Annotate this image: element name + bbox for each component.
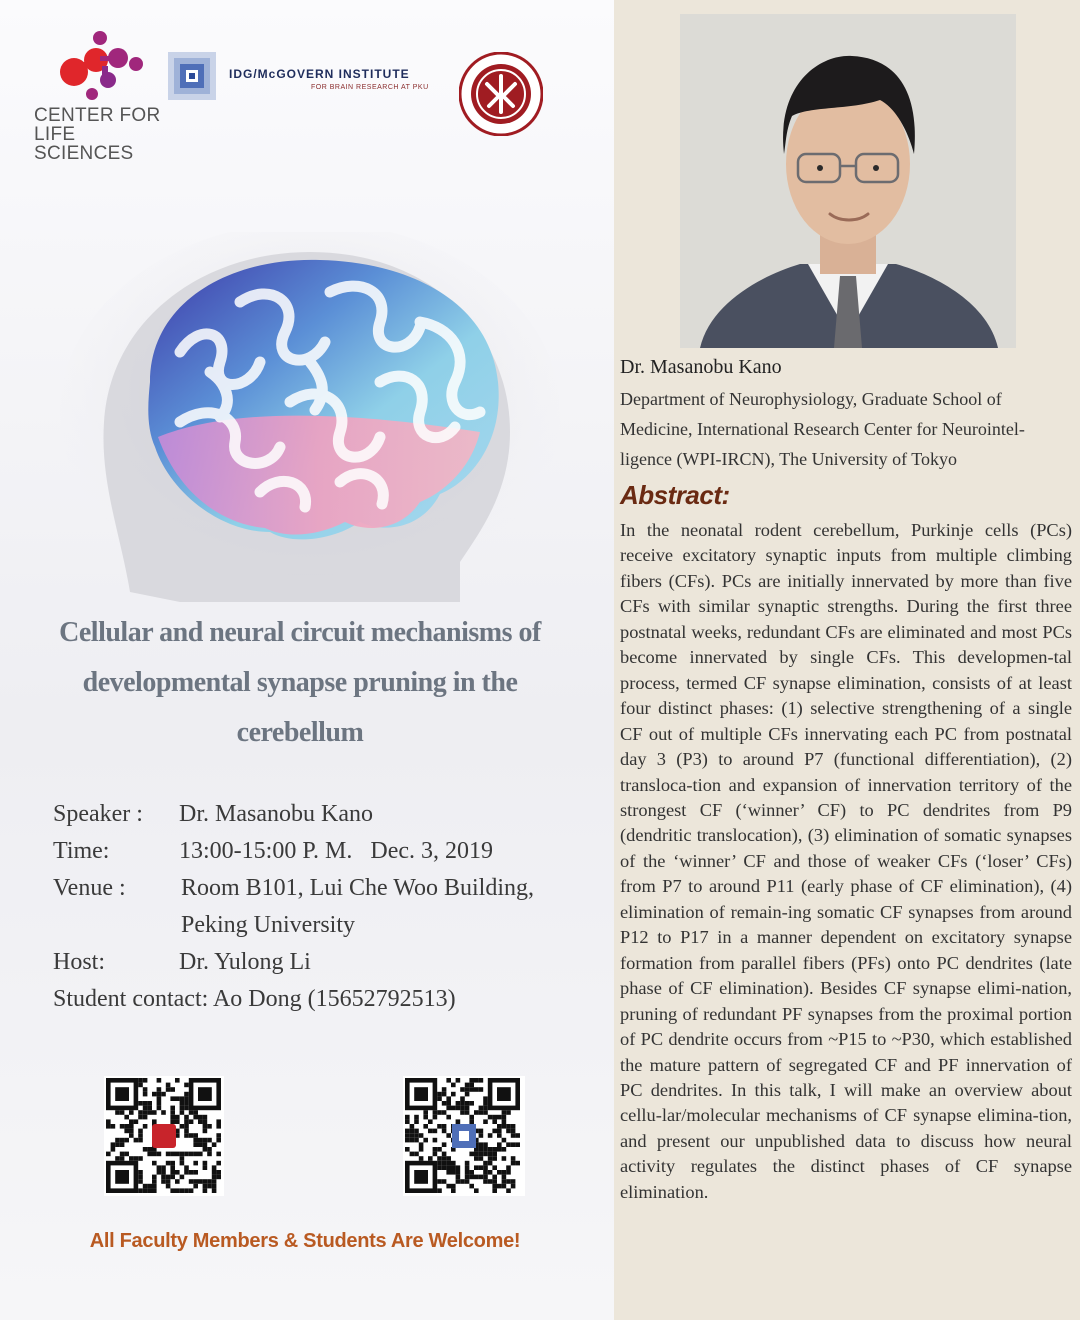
pku-seal-icon [459,52,543,136]
abstract-body: In the neonatal rodent cerebellum, Purkinje cells (PCs) receive excitatory synaptic inputs from multiple climbing fibers (CFs). PCs are initially innervated by more than five CFs with similar synaptic strengths. During the first three postnatal weeks, redundant CFs are eliminated and most PCs become innervated by single CFs. This developmen-tal process, termed CF synapse elimination, consists of at least four distinct phases: (1) selective strengthening of a single CF out of multiple CFs innervating each PC from postnatal day 3 (P3) to around P7 (functional differentiation), (2) transloca-tion and expansion of innervation territory of the strongest CF (‘winner’ CF) to PC dendrites from P9 (dendritic translocation), (3) elimination of somatic synapses of the ‘winner’ CF and those of weaker CFs (‘loser’ CFs) from P7 to around P11 (early phase of CF elimination), (4) elimination of remain-ing somatic CF synapses from around P12 to P17 in a manner dependent on excitatory synapse formation from parallel fibers (PFs) onto PC dendrites (late phase of CF elimination). Besides CF synapse elimi-nation, pruning of redundant PF synapses from the proximal portion of PC dendrite occurs from ~P15 to ~P30, which established the mature pattern of segregated CF and PF innervation of PC dendrites. In this talk, I will make an overview about cellu-lar/molecular mechanisms of CF synapse elimina-tion, and present our unpublished data to discuss how neural activity regulates the distinct phases of CF synapse elimination. [620,520,1072,1202]
host-label: Host: [53,949,106,975]
speaker-row [53,796,593,833]
mcgovern-name: IDG/McGOVERN INSTITUTE [229,67,410,81]
venue-row [53,870,593,907]
speaker-portrait [680,14,1016,348]
center-for-life-sciences-logo [34,30,174,163]
time-value: 13:00-15:00 P. M. Dec. 3, 2019 [179,838,493,864]
abstract-heading: Abstract: [620,480,730,510]
talk-title: Cellular and neural circuit mechanisms of developmental synapse pruning in the cerebellum [59,617,541,748]
qr-code-mcgovern-icon[interactable] [403,1076,525,1196]
center-name-line2: LIFE SCIENCES [34,124,134,164]
peking-university-seal [448,38,554,138]
molecule-icon [56,30,146,106]
center-name-line1: CENTER FOR [34,105,161,126]
time-row [53,833,593,870]
mcgovern-subtitle: FOR BRAIN RESEARCH AT PKU [311,84,429,91]
event-details [53,796,593,1018]
mcgovern-square-icon [168,52,216,100]
venue-label: Venue : [53,875,126,901]
head-brain-illustration [60,232,560,602]
contact-row [53,981,593,1018]
speaker-photo [680,14,1016,348]
speaker-affiliation: Department of Neurophysiology, Graduate School of Medicine, International Research Center for Neurointel-ligence (WPI-IRCN), The University of Tokyo [620,389,1025,469]
time-label: Time: [53,838,110,864]
venue-row-2 [53,907,593,944]
qr-code-center-icon[interactable] [104,1076,224,1196]
host-value: Dr. Yulong Li [179,949,311,975]
poster-right-panel [614,0,1080,1320]
welcome-message: All Faculty Members & Students Are Welcome! [89,1230,521,1252]
mcgovern-institute-logo [168,52,443,102]
student-contact: Student contact: Ao Dong (15652792513) [53,986,456,1012]
speaker-label: Speaker : [53,801,143,827]
venue-line2: Peking University [181,912,355,938]
speaker-value: Dr. Masanobu Kano [179,801,373,827]
speaker-name: Dr. Masanobu Kano [620,356,782,378]
venue-line1: Room B101, Lui Che Woo Building, [181,875,534,901]
host-row [53,944,593,981]
